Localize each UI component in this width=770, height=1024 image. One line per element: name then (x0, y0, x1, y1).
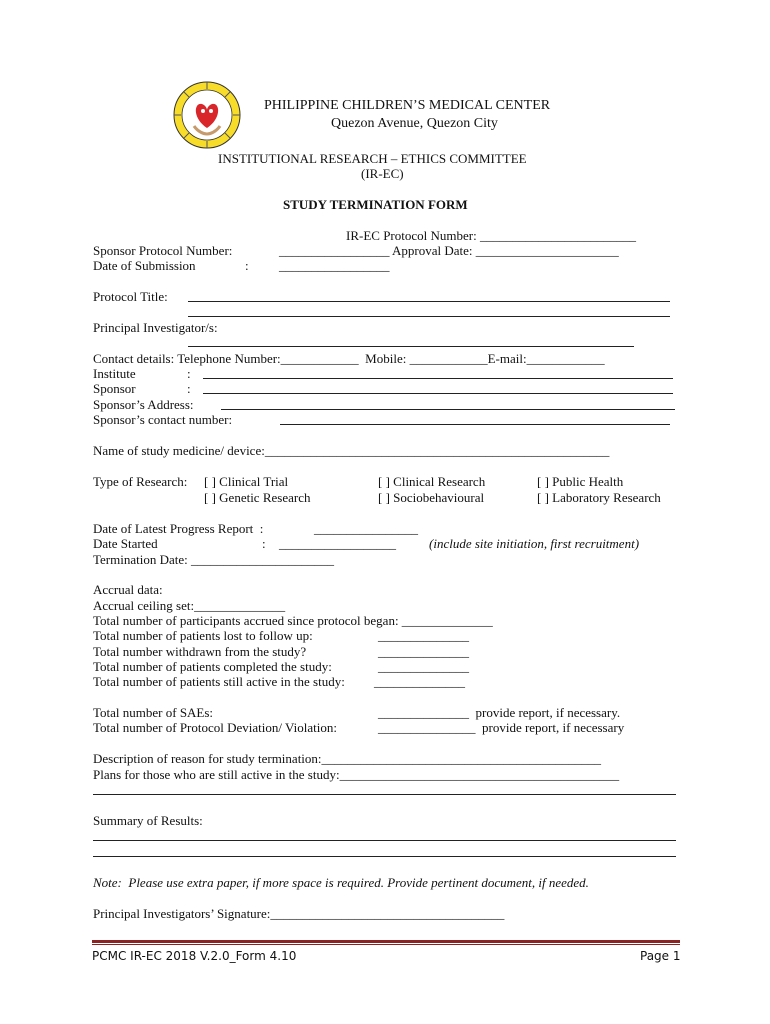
sponsor-contact-line[interactable] (280, 424, 670, 425)
date-started-field[interactable]: __________________ (279, 536, 396, 551)
protocol-title-label: Protocol Title: (93, 289, 168, 304)
org-address: Quezon Avenue, Quezon City (331, 116, 498, 131)
deviation-label: Total number of Protocol Deviation/ Violation: (93, 720, 337, 735)
irec-protocol-field[interactable]: IR-EC Protocol Number: ________________________ (346, 228, 636, 243)
institute-label: Institute (93, 366, 136, 381)
summary-label: Summary of Results: (93, 813, 203, 828)
committee-name: INSTITUTIONAL RESEARCH – ETHICS COMMITTEE (218, 151, 527, 166)
signature-field[interactable]: Principal Investigators’ Signature:____________________________________ (93, 906, 505, 921)
org-name: PHILIPPINE CHILDREN’S MEDICAL CENTER (264, 98, 551, 113)
date-submission-label: Date of Submission (93, 258, 196, 273)
footer-form-id: PCMC IR-EC 2018 V.2.0_Form 4.10 (92, 949, 297, 963)
termination-date-field[interactable]: Termination Date: ______________________ (93, 552, 335, 567)
latest-report-label: Date of Latest Progress Report : (93, 521, 264, 536)
sponsor-protocol-label: Sponsor Protocol Number: (93, 243, 233, 258)
summary-line-1[interactable] (93, 840, 676, 841)
summary-line-2[interactable] (93, 856, 676, 857)
withdrawn-label: Total number withdrawn from the study? (93, 644, 307, 659)
footer-rule-thin (92, 944, 680, 945)
active-field[interactable]: ______________ (374, 674, 465, 689)
option-genetic-research[interactable]: [ ] Genetic Research (204, 490, 311, 505)
option-clinical-trial[interactable]: [ ] Clinical Trial (204, 474, 289, 489)
sponsor-line[interactable] (203, 393, 673, 394)
sponsor-address-label: Sponsor’s Address: (93, 397, 194, 412)
pi-label: Principal Investigator/s: (93, 320, 218, 335)
completed-field[interactable]: ______________ (378, 659, 469, 674)
saes-label: Total number of SAEs: (93, 705, 214, 720)
accrual-heading: Accrual data: (93, 582, 163, 597)
sponsor-colon: : (187, 381, 191, 396)
option-public-health[interactable]: [ ] Public Health (537, 474, 624, 489)
saes-field[interactable]: ______________ provide report, if necessary. (378, 705, 621, 720)
date-submission-colon: : (245, 258, 249, 273)
form-title: STUDY TERMINATION FORM (283, 197, 468, 212)
pi-line[interactable] (188, 346, 634, 347)
option-clinical-research[interactable]: [ ] Clinical Research (378, 474, 486, 489)
institute-colon: : (187, 366, 191, 381)
committee-abbr: (IR-EC) (361, 166, 404, 181)
date-started-label: Date Started (93, 536, 158, 551)
footer-page-number: Page 1 (640, 949, 681, 963)
termination-reason-field[interactable]: Description of reason for study termination:___________________________________________ (93, 751, 602, 766)
footer-rule (92, 940, 680, 943)
date-started-colon: : (262, 536, 266, 551)
date-submission-field[interactable]: _________________ (279, 258, 390, 273)
completed-label: Total number of patients completed the study: (93, 659, 332, 674)
sponsor-label: Sponsor (93, 381, 136, 396)
research-type-label: Type of Research: (93, 474, 188, 489)
withdrawn-field[interactable]: ______________ (378, 644, 469, 659)
lost-field[interactable]: ______________ (378, 628, 469, 643)
latest-report-field[interactable]: ________________ (314, 521, 418, 536)
accrued-field[interactable]: Total number of participants accrued since protocol began: ______________ (93, 613, 493, 628)
institute-line[interactable] (203, 378, 673, 379)
option-sociobehavioural[interactable]: [ ] Sociobehavioural (378, 490, 485, 505)
study-medicine-field[interactable]: Name of study medicine/ device:_____________________________________________________ (93, 443, 610, 458)
accrual-ceiling-field[interactable]: Accrual ceiling set:______________ (93, 598, 286, 613)
option-laboratory-research[interactable]: [ ] Laboratory Research (537, 490, 661, 505)
sponsor-protocol-field[interactable]: _________________ Approval Date: ______________________ (279, 243, 619, 258)
lost-label: Total number of patients lost to follow up: (93, 628, 313, 643)
pcmc-logo (172, 80, 242, 150)
sponsor-address-line[interactable] (221, 409, 675, 410)
protocol-title-line-2[interactable] (188, 316, 670, 317)
date-started-note: (include site initiation, first recruitment) (429, 536, 640, 551)
contact-details[interactable]: Contact details: Telephone Number:____________ Mobile: ____________E-mail:____________ (93, 351, 605, 366)
note-text: Note: Please use extra paper, if more space is required. Provide pertinent document, if needed. (93, 875, 589, 890)
active-label: Total number of patients still active in the study: (93, 674, 345, 689)
deviation-field[interactable]: _______________ provide report, if necessary (378, 720, 625, 735)
sponsor-contact-label: Sponsor’s contact number: (93, 412, 233, 427)
plans-active-line[interactable] (93, 794, 676, 795)
plans-active-field[interactable]: Plans for those who are still active in the study:___________________________________________ (93, 767, 620, 782)
protocol-title-line-1[interactable] (188, 301, 670, 302)
